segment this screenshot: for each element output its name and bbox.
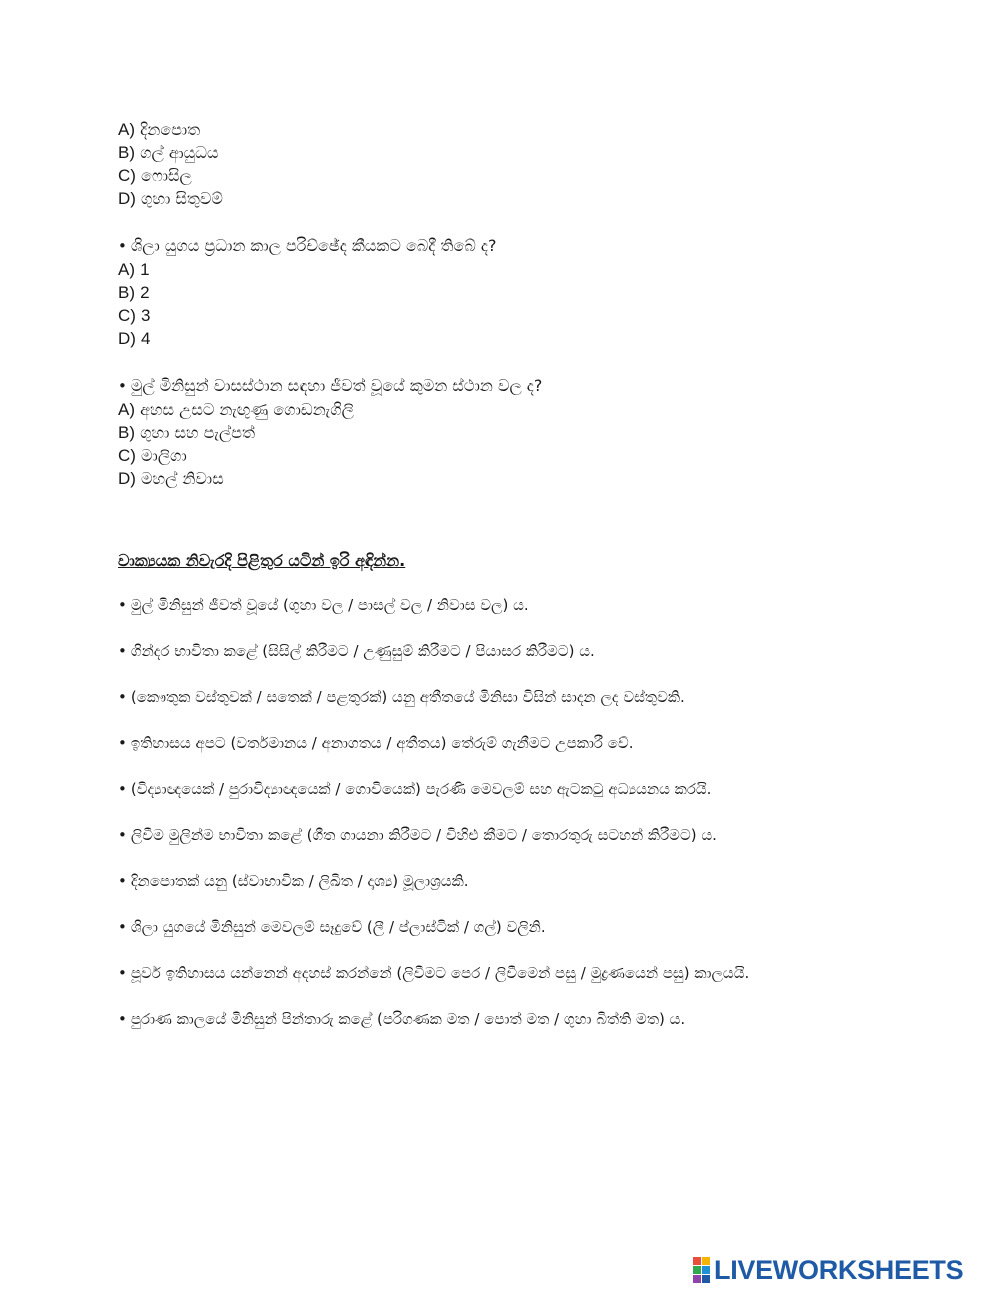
option-letter: A)	[118, 400, 135, 419]
list-item	[118, 870, 938, 916]
sentence-text: ශිලා යුගයේ මිනිසුන් මෙවලම් සෑදුවේ (ලී / ප්ලාස්ටික් / ගල්) වලිනි.	[130, 918, 546, 936]
option-text: ෆොසිල	[141, 166, 192, 185]
list-item	[118, 916, 938, 962]
option-text: මහල් නිවාස	[141, 469, 224, 488]
option-d	[118, 327, 938, 350]
underline-answers-list	[118, 594, 938, 1054]
option-letter: D)	[118, 329, 136, 348]
question-2-block	[118, 234, 938, 350]
bullet: •	[118, 780, 127, 798]
question-1-block	[118, 118, 938, 210]
logo-block	[702, 1266, 710, 1274]
option-text: ගල් ආයුධය	[140, 143, 219, 162]
option-letter: A)	[118, 260, 135, 279]
option-letter: D)	[118, 469, 136, 488]
bullet: •	[118, 642, 127, 660]
bullet: •	[118, 377, 127, 395]
bullet: •	[118, 964, 127, 982]
option-letter: C)	[118, 306, 136, 325]
option-text: මාලිගා	[141, 446, 187, 465]
sentence-text: (විද්‍යාඥයෙක් / පුරාවිද්‍යාඥයෙක් / ගොවියෙක්) පැරණි මෙවලම් සහ ඇටකටු අධ්‍යයනය කරයි.	[130, 780, 712, 798]
sentence-text: පුරාණ කාලයේ මිනිසුන් පින්තාරු කළේ (පරිගණක මත / පොත් මත / ගුහා බිත්ති මත) ය.	[130, 1010, 686, 1028]
option-text: ගුහා සහ පැල්පත්	[140, 423, 255, 442]
option-d	[118, 187, 938, 210]
bullet: •	[118, 237, 127, 255]
logo-block	[693, 1266, 701, 1274]
option-a	[118, 118, 938, 141]
bullet: •	[118, 734, 127, 752]
question-text: ශිලා යුගය ප්‍රධාන කාල පරිච්ඡේද කීයකට බෙදී තිබේ ද?	[130, 236, 497, 255]
option-letter: A)	[118, 120, 135, 139]
option-letter: C)	[118, 166, 136, 185]
sentence-text: ඉතිහාසය අපට (වර්තමානය / අනාගතය / අතීතය) තේරුම් ගැනීමට උපකාරී වේ.	[130, 734, 634, 752]
option-text: 3	[141, 306, 151, 325]
sentence-text: දිනපොතක් යනු (ස්වාභාවික / ලිඛිත / දෘශ්‍ය) මූලාශ්‍රයකි.	[130, 872, 469, 890]
option-letter: B)	[118, 283, 135, 302]
option-a	[118, 398, 938, 421]
option-text: 2	[140, 283, 150, 302]
list-item	[118, 640, 938, 686]
option-text: දිනපොත	[140, 120, 201, 139]
liveworksheets-blocks-icon	[693, 1257, 710, 1283]
option-letter: B)	[118, 423, 135, 442]
option-a	[118, 258, 938, 281]
option-text: 4	[141, 329, 151, 348]
bullet: •	[118, 826, 127, 844]
option-d	[118, 467, 938, 490]
sentence-text: මුල් මිනිසුන් ජීවත් වූයේ (ගුහා වල / පාසල් වල / නිවාස වල) ය.	[130, 596, 529, 614]
option-b	[118, 421, 938, 444]
bullet: •	[118, 688, 127, 706]
bullet: •	[118, 1010, 127, 1028]
question-3-options	[118, 398, 938, 490]
option-letter: B)	[118, 143, 135, 162]
option-c	[118, 304, 938, 327]
sentence-text: පූර්ව ඉතිහාසය යන්නෙන් අදහස් කරන්නේ (ලිවීමට පෙර / ලිවීමෙන් පසු / මුද්‍රණයෙන් පසු) කාලයයි.	[130, 964, 750, 982]
logo-text: LIVEWORKSHEETS	[714, 1254, 964, 1285]
option-text: අහස උසට නැඟුණු ගොඩනැගිලි	[140, 400, 354, 419]
logo-block	[693, 1257, 701, 1265]
sentence-text: ගින්දර භාවිතා කළේ (සිසිල් කිරීමට / උණුසුම් කිරීමට / පියාසර කිරීමට) ය.	[130, 642, 595, 660]
option-b	[118, 281, 938, 304]
worksheet-page	[118, 118, 938, 1054]
sentence-text: (කෞතුක වස්තුවක් / සතෙක් / පළතුරක්) යනු අතීතයේ මිනිසා විසින් සාදන ලද වස්තුවකි.	[130, 688, 685, 706]
question-2-text	[118, 234, 938, 258]
question-2-options	[118, 258, 938, 350]
logo-block	[702, 1275, 710, 1283]
list-item	[118, 686, 938, 732]
question-3-block	[118, 374, 938, 490]
bullet: •	[118, 872, 127, 890]
logo-block	[693, 1275, 701, 1283]
sentence-text: ලිවීම මුලින්ම භාවිතා කළේ (ගීත ගායනා කිරීමට / විහිළු කීමට / තොරතුරු සටහන් කිරීමට) ය.	[130, 826, 717, 844]
list-item	[118, 824, 938, 870]
section-heading: වාක්‍යයක නිවැරදි පිළිතුර යටින් ඉරි අඳින්න.	[118, 551, 406, 570]
list-item	[118, 778, 938, 824]
question-3-text	[118, 374, 938, 398]
bullet: •	[118, 918, 127, 936]
question-text: මුල් මිනිසුන් වාසස්ථාන සඳහා ජීවත් වූයේ කුමන ස්ථාන වල ද?	[130, 376, 543, 395]
list-item	[118, 962, 938, 1008]
list-item	[118, 594, 938, 640]
option-text: ගුහා සිතුවම්	[141, 189, 223, 208]
bullet: •	[118, 596, 127, 614]
option-c	[118, 164, 938, 187]
option-letter: C)	[118, 446, 136, 465]
option-b	[118, 141, 938, 164]
question-1-options	[118, 118, 938, 210]
option-text: 1	[140, 260, 150, 279]
list-item	[118, 732, 938, 778]
liveworksheets-logo	[693, 1255, 963, 1285]
option-c	[118, 444, 938, 467]
option-letter: D)	[118, 189, 136, 208]
logo-block	[702, 1257, 710, 1265]
list-item	[118, 1008, 938, 1054]
